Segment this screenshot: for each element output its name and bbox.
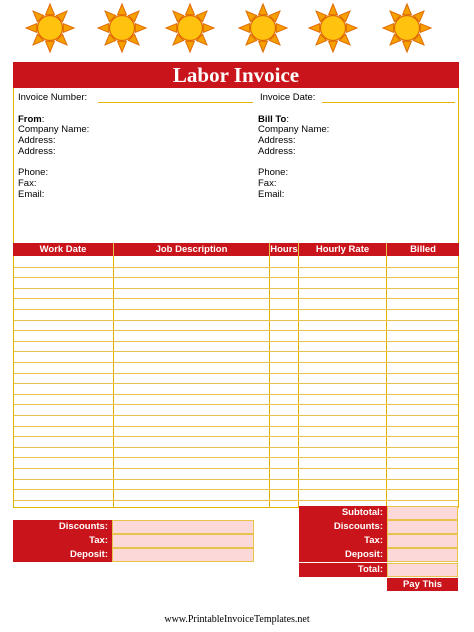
sun-ray: [329, 41, 338, 52]
table-row: [14, 341, 458, 342]
table-row: [14, 436, 458, 437]
left-deposit-field[interactable]: [112, 548, 254, 562]
column-divider: [269, 256, 270, 507]
sun-ray: [203, 24, 214, 33]
table-row: [14, 415, 458, 416]
sun-ray: [403, 41, 412, 52]
bill-to-address1-label: Address:: [258, 135, 296, 146]
sun-ray: [63, 24, 74, 33]
table-row: [14, 383, 458, 384]
right-deposit-label: Deposit:: [299, 548, 387, 562]
sun-disc: [251, 16, 276, 41]
sun-ray: [186, 4, 195, 15]
bill-to-phone-label: Phone:: [258, 167, 289, 178]
table-row: [14, 309, 458, 310]
total-field[interactable]: [387, 563, 458, 577]
from-fax-label: Fax:: [18, 178, 37, 189]
sun-ray: [403, 4, 412, 15]
invoice-number-label: Invoice Number:: [18, 92, 88, 103]
sun-ray: [98, 24, 109, 33]
subtotal-field[interactable]: [387, 506, 458, 520]
table-row: [14, 298, 458, 299]
sun-icon: [24, 2, 76, 54]
right-discounts-label: Discounts:: [299, 520, 387, 534]
sun-ray: [239, 24, 250, 33]
left-deposit-label: Deposit:: [13, 548, 112, 562]
table-row: [14, 489, 458, 490]
table-row: [14, 479, 458, 480]
sun-ray: [26, 24, 37, 33]
sun-ray: [259, 4, 268, 15]
sun-ray: [309, 24, 320, 33]
bill-to-email-label: Email:: [258, 189, 285, 200]
sun-icon: [237, 2, 289, 54]
bill-to-address2-label: Address:: [258, 146, 296, 157]
right-deposit-field[interactable]: [387, 548, 458, 562]
sun-disc: [178, 16, 203, 41]
table-row: [14, 351, 458, 352]
invoice-date-field[interactable]: [322, 102, 455, 103]
column-divider: [113, 256, 114, 507]
column-divider: [386, 256, 387, 507]
sun-ray: [46, 4, 55, 15]
table-row: [14, 500, 458, 501]
bill-to-company-label: Company Name:: [258, 124, 330, 135]
invoice-number-field[interactable]: [98, 102, 253, 103]
from-heading: From:: [18, 114, 45, 125]
right-discounts-field[interactable]: [387, 520, 458, 534]
sun-disc: [321, 16, 346, 41]
table-row: [14, 277, 458, 278]
bill-to-heading: Bill To:: [258, 114, 289, 125]
sun-decoration-row: [0, 0, 474, 62]
table-row: [14, 330, 458, 331]
column-header-work-date: Work Date: [39, 244, 87, 255]
sun-disc: [110, 16, 135, 41]
table-row: [14, 320, 458, 321]
invoice-date-label: Invoice Date:: [260, 92, 316, 103]
column-header-hourly-rate: Hourly Rate: [315, 244, 370, 255]
invoice-header-frame: [13, 62, 459, 244]
sun-ray: [186, 41, 195, 52]
sun-ray: [46, 41, 55, 52]
right-tax-label: Tax:: [299, 534, 387, 548]
sun-ray: [259, 41, 268, 52]
sun-ray: [329, 4, 338, 15]
left-tax-label: Tax:: [13, 534, 112, 548]
sun-icon: [307, 2, 359, 54]
from-phone-label: Phone:: [18, 167, 49, 178]
sun-icon: [381, 2, 433, 54]
bill-to-fax-label: Fax:: [258, 178, 277, 189]
sun-ray: [276, 24, 287, 33]
table-row: [14, 426, 458, 427]
table-row: [14, 394, 458, 395]
table-row: [14, 373, 458, 374]
table-row: [14, 447, 458, 448]
column-divider: [298, 256, 299, 507]
line-items-header: [13, 243, 459, 256]
sun-ray: [166, 24, 177, 33]
from-address1-label: Address:: [18, 135, 56, 146]
footer-website: www.PrintableInvoiceTemplates.net: [164, 614, 310, 625]
from-address2-label: Address:: [18, 146, 56, 157]
page-title: Labor Invoice: [13, 62, 459, 88]
left-discounts-label: Discounts:: [13, 520, 112, 534]
sun-icon: [96, 2, 148, 54]
line-items-table[interactable]: [13, 256, 459, 508]
pay-this-label: Pay This: [387, 578, 458, 591]
sun-ray: [383, 24, 394, 33]
column-header-billed: Billed: [410, 244, 436, 255]
left-tax-field[interactable]: [112, 534, 254, 548]
sun-ray: [346, 24, 357, 33]
from-company-label: Company Name:: [18, 124, 90, 135]
table-row: [14, 267, 458, 268]
sun-disc: [38, 16, 63, 41]
left-discounts-field[interactable]: [112, 520, 254, 534]
table-row: [14, 404, 458, 405]
table-row: [14, 362, 458, 363]
table-row: [14, 457, 458, 458]
sun-ray: [118, 41, 127, 52]
from-email-label: Email:: [18, 189, 45, 200]
right-tax-field[interactable]: [387, 534, 458, 548]
table-row: [14, 468, 458, 469]
sun-disc: [395, 16, 420, 41]
sun-ray: [135, 24, 146, 33]
sun-icon: [164, 2, 216, 54]
table-row: [14, 288, 458, 289]
subtotal-label: Subtotal:: [299, 506, 387, 520]
total-label: Total:: [299, 563, 387, 577]
sun-ray: [118, 4, 127, 15]
column-header-hours: Hours: [270, 244, 298, 255]
sun-ray: [420, 24, 431, 33]
column-header-job-description: Job Description: [155, 244, 228, 255]
